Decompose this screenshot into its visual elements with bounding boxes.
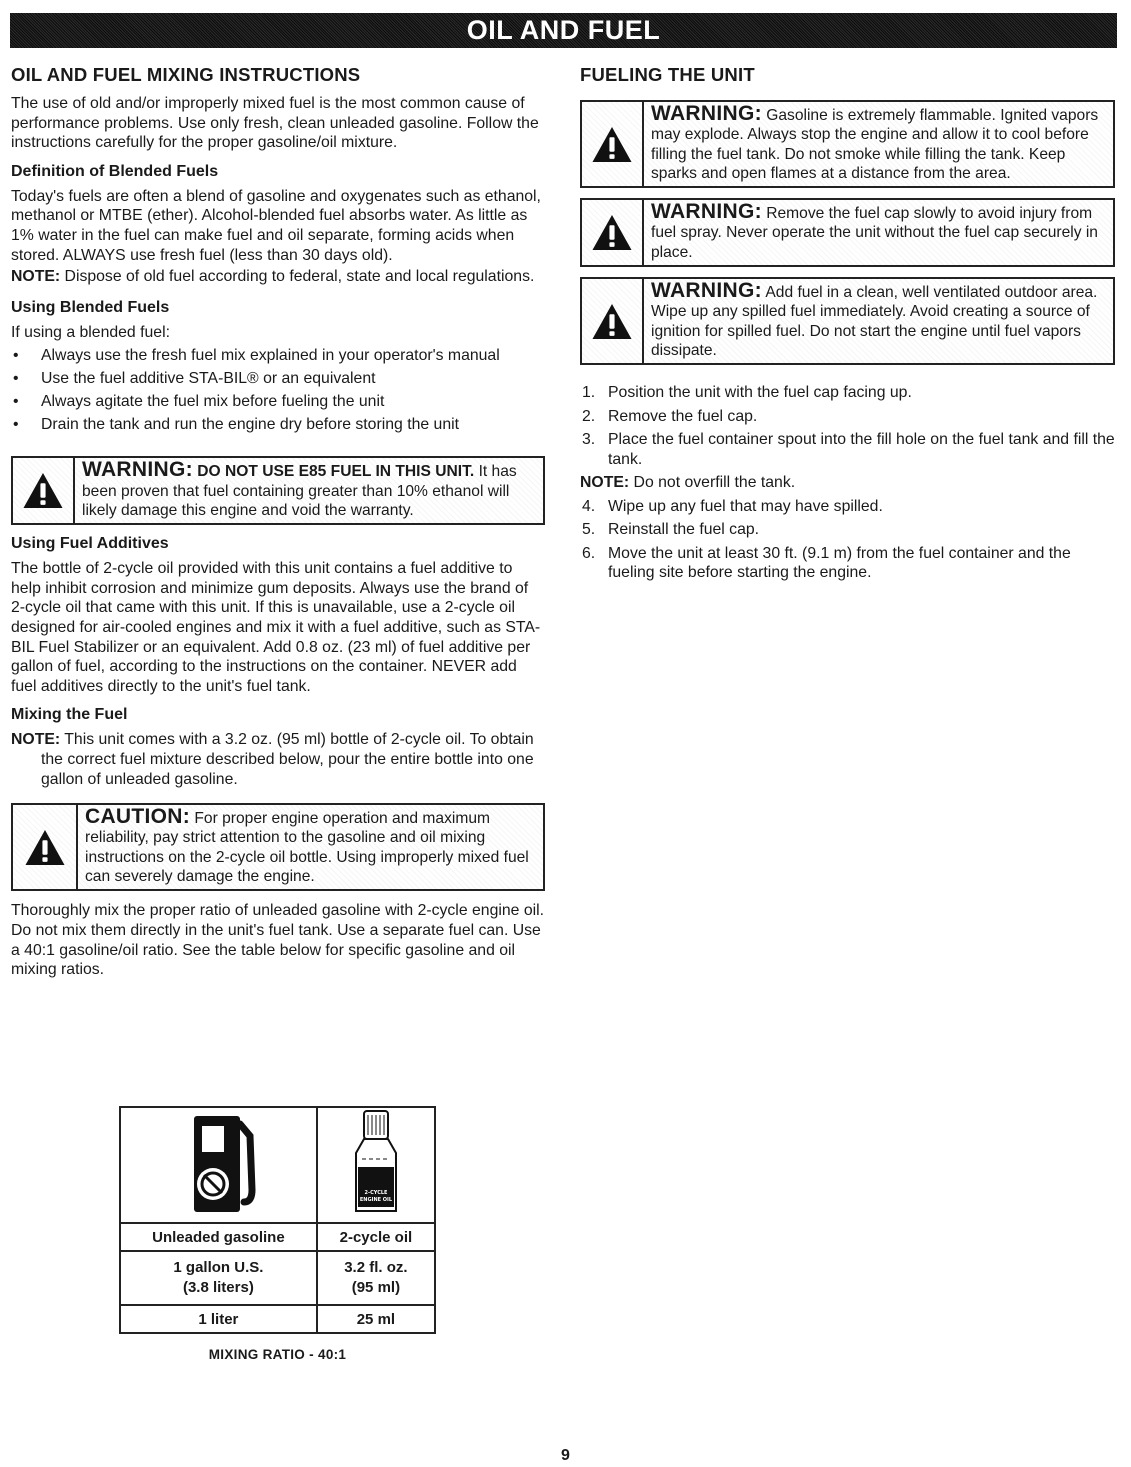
step-text: Remove the fuel cap.: [608, 407, 758, 425]
cell-line: 3.2 fl. oz.: [344, 1259, 408, 1276]
step-text: Place the fuel container spout into the fill hole on the fuel tank and fill the tank.: [608, 431, 1115, 468]
fuel-additives-paragraph: The bottle of 2-cycle oil provided with this unit contains a fuel additive to help inhibit corrosion and minimize gum deposits. Always use the brand of 2-cycle oil that came with this unit. If this is unavailable, use a 2-cycle oil designed for air-cooled engines and mix it with a fuel additive, such as STA-BIL Fuel Stabilizer or an equivalent. Add 0.8 oz. (23 ml) of fuel additive per gallon of fuel, according to the instructions on the container. NEVER add fuel additives directly to the unit's fuel tank.: [11, 560, 541, 695]
oil-bottle-image-cell: [317, 1107, 435, 1223]
step-text: Position the unit with the fuel cap facing up.: [608, 384, 912, 402]
cell-line: 1 gallon U.S.: [173, 1259, 264, 1276]
warning-triangle-icon: [591, 303, 633, 340]
step-number: 5.: [582, 521, 596, 539]
blended-fuel-bullets: [11, 344, 545, 436]
gas-pump-icon: [158, 1110, 278, 1216]
ratio-paragraph: Thoroughly mix the proper ratio of unleaded gasoline with 2-cycle engine oil. Do not mix them directly in the unit's fuel tank. Use a separate fuel can. Use a 40:1 gasoline/oil ratio. See the table below for specific gasoline and oil mixing ratios.: [11, 902, 545, 979]
caution-text: [78, 805, 543, 889]
warning-fuel-cap-text: [644, 200, 1113, 265]
warning-icon-cell: [13, 458, 75, 523]
gas-pump-image-cell: [120, 1107, 317, 1223]
bottle-label-line2: ENGINE OIL: [359, 1197, 392, 1203]
left-column: [11, 64, 545, 990]
fueling-heading: FUELING THE UNIT: [580, 64, 755, 85]
bottle-label-line1: 2-CYCLE: [364, 1190, 388, 1196]
list-item: [580, 430, 1115, 469]
list-item: • Use the fuel additive STA-BIL® or an equivalent: [11, 367, 545, 390]
warning-triangle-icon: [22, 472, 64, 509]
blended-fuels-paragraph: Today's fuels are often a blend of gasoline and oxygenates such as ethanol, methanol or MTBE (ether). Alcohol-blended fuel absorbs water. As little as 1% water in the fuel can make fuel and oil separate, forming acids when stored. ALWAYS use fresh fuel (less than 30 days old).: [11, 187, 541, 264]
step-text: Reinstall the fuel cap.: [608, 521, 760, 539]
fuel-additives-heading: Using Fuel Additives: [11, 535, 169, 553]
table-cell: 25 ml: [317, 1305, 435, 1333]
warning-e85-box: [11, 456, 545, 525]
note-text: Do not overfill the tank.: [633, 474, 796, 492]
list-item: [580, 407, 1115, 427]
step-text: Move the unit at least 30 ft. (9.1 m) from the fuel container and the fueling site before starting the engine.: [608, 544, 1071, 582]
using-blended-intro: If using a blended fuel:: [11, 323, 170, 341]
warning-body: Add fuel in a clean, well ventilated outdoor area. Wipe up any spilled fuel immediately. Avoid creating a source of ignition for spilled fuel. Do not start the engine until fuel vapors dissipate.: [651, 284, 1098, 359]
note-overfill: [580, 473, 1115, 493]
table-row: [120, 1251, 435, 1305]
warning-triangle-icon: [24, 829, 66, 866]
mixing-fuel-heading: Mixing the Fuel: [11, 706, 128, 724]
warning-triangle-icon: [591, 214, 633, 251]
step-number: 1.: [582, 384, 596, 402]
warning-icon-cell: [582, 102, 644, 186]
warning-ventilated-text: [644, 279, 1113, 363]
step-text: Wipe up any fuel that may have spilled.: [608, 497, 883, 515]
using-blended-fuels-heading: Using Blended Fuels: [11, 298, 170, 316]
section-banner: [10, 13, 1117, 48]
oil-bottle-icon: [336, 1109, 416, 1217]
warning-e85-caps: DO NOT USE E85 FUEL IN THIS UNIT.: [197, 463, 475, 481]
warning-fuel-cap-box: [580, 198, 1115, 267]
blended-fuels-heading: Definition of Blended Fuels: [11, 162, 219, 180]
caution-body: For proper engine operation and maximum reliability, pay strict attention to the gasoline and oil mixing instructions on the 2-cycle oil bottle. Using improperly mixed fuel can severely damage the engine.: [85, 810, 529, 886]
warning-title: WARNING:: [651, 200, 762, 224]
warning-flammable-box: [580, 100, 1115, 188]
intro-paragraph: The use of old and/or improperly mixed fuel is the most common cause of performance problems. Use only fresh, clean unleaded gasoline. Follow the instructions carefully for the proper gasoline/oil mixture.: [11, 95, 539, 152]
mixing-instructions-heading: OIL AND FUEL MIXING INSTRUCTIONS: [11, 64, 361, 85]
list-item: • Always agitate the fuel mix before fueling the unit: [11, 390, 545, 413]
warning-icon-cell: [582, 279, 644, 363]
warning-title: WARNING:: [651, 279, 762, 303]
list-item: • Drain the tank and run the engine dry before storing the unit: [11, 413, 545, 436]
note-dispose: [11, 267, 545, 287]
warning-body: Gasoline is extremely flammable. Ignited vapors may explode. Always stop the engine and allow it to cool before filling the fuel tank. Do not smoke while filling the tank. Keep sparks and open flames at a distance from the area.: [651, 107, 1099, 182]
warning-title: WARNING:: [82, 458, 193, 482]
table-cell: [317, 1251, 435, 1305]
step-number: 4.: [582, 497, 596, 515]
mixing-ratio-table: [119, 1106, 436, 1334]
cell-line: (95 ml): [351, 1279, 401, 1296]
list-item: [580, 497, 1115, 517]
list-item: [580, 383, 1115, 403]
note-text: This unit comes with a 3.2 oz. (95 ml) bottle of 2-cycle oil. To obtain the correct fuel mixture described below, pour the entire bottle into one gallon of unleaded gasoline.: [41, 731, 534, 788]
warning-triangle-icon: [591, 126, 633, 163]
step-number: 6.: [582, 544, 596, 562]
fueling-steps: [580, 383, 1115, 469]
list-item: [580, 544, 1115, 583]
step-number: 2.: [582, 407, 596, 425]
list-item: • Always use the fresh fuel mix explained in your operator's manual: [11, 344, 545, 367]
table-header-oil: 2-cycle oil: [317, 1223, 435, 1251]
warning-flammable-text: [644, 102, 1113, 186]
caution-icon-cell: [13, 805, 78, 889]
warning-e85-body: It has been proven that fuel containing greater than 10% ethanol will likely damage this engine and void the warranty.: [82, 463, 517, 519]
section-title: OIL AND FUEL: [466, 15, 661, 45]
cell-line: (3.8 liters): [182, 1279, 254, 1296]
note-text: Dispose of old fuel according to federal, state and local regulations.: [64, 268, 535, 286]
table-cell: 1 liter: [120, 1305, 317, 1333]
step-number: 3.: [582, 431, 596, 449]
note-bottle: [11, 730, 545, 789]
page-number: 9: [561, 1447, 570, 1464]
warning-ventilated-box: [580, 277, 1115, 365]
right-column: [580, 64, 1115, 587]
warning-e85-text: [75, 458, 543, 523]
warning-title: WARNING:: [651, 102, 762, 125]
caution-title: CAUTION:: [85, 805, 191, 829]
warning-body: Remove the fuel cap slowly to avoid injury from fuel spray. Never operate the unit without the fuel cap securely in place.: [651, 205, 1098, 261]
warning-icon-cell: [582, 200, 644, 265]
note-label: NOTE:: [11, 731, 61, 749]
note-label: NOTE:: [580, 474, 630, 492]
table-cell: [120, 1251, 317, 1305]
note-label: NOTE:: [11, 268, 61, 286]
caution-box: [11, 803, 545, 891]
mixing-ratio-caption: MIXING RATIO - 40:1: [208, 1347, 347, 1362]
fueling-steps-continued: [580, 497, 1115, 583]
table-header-gasoline: Unleaded gasoline: [120, 1223, 317, 1251]
table-row: [120, 1305, 435, 1333]
list-item: [580, 520, 1115, 540]
